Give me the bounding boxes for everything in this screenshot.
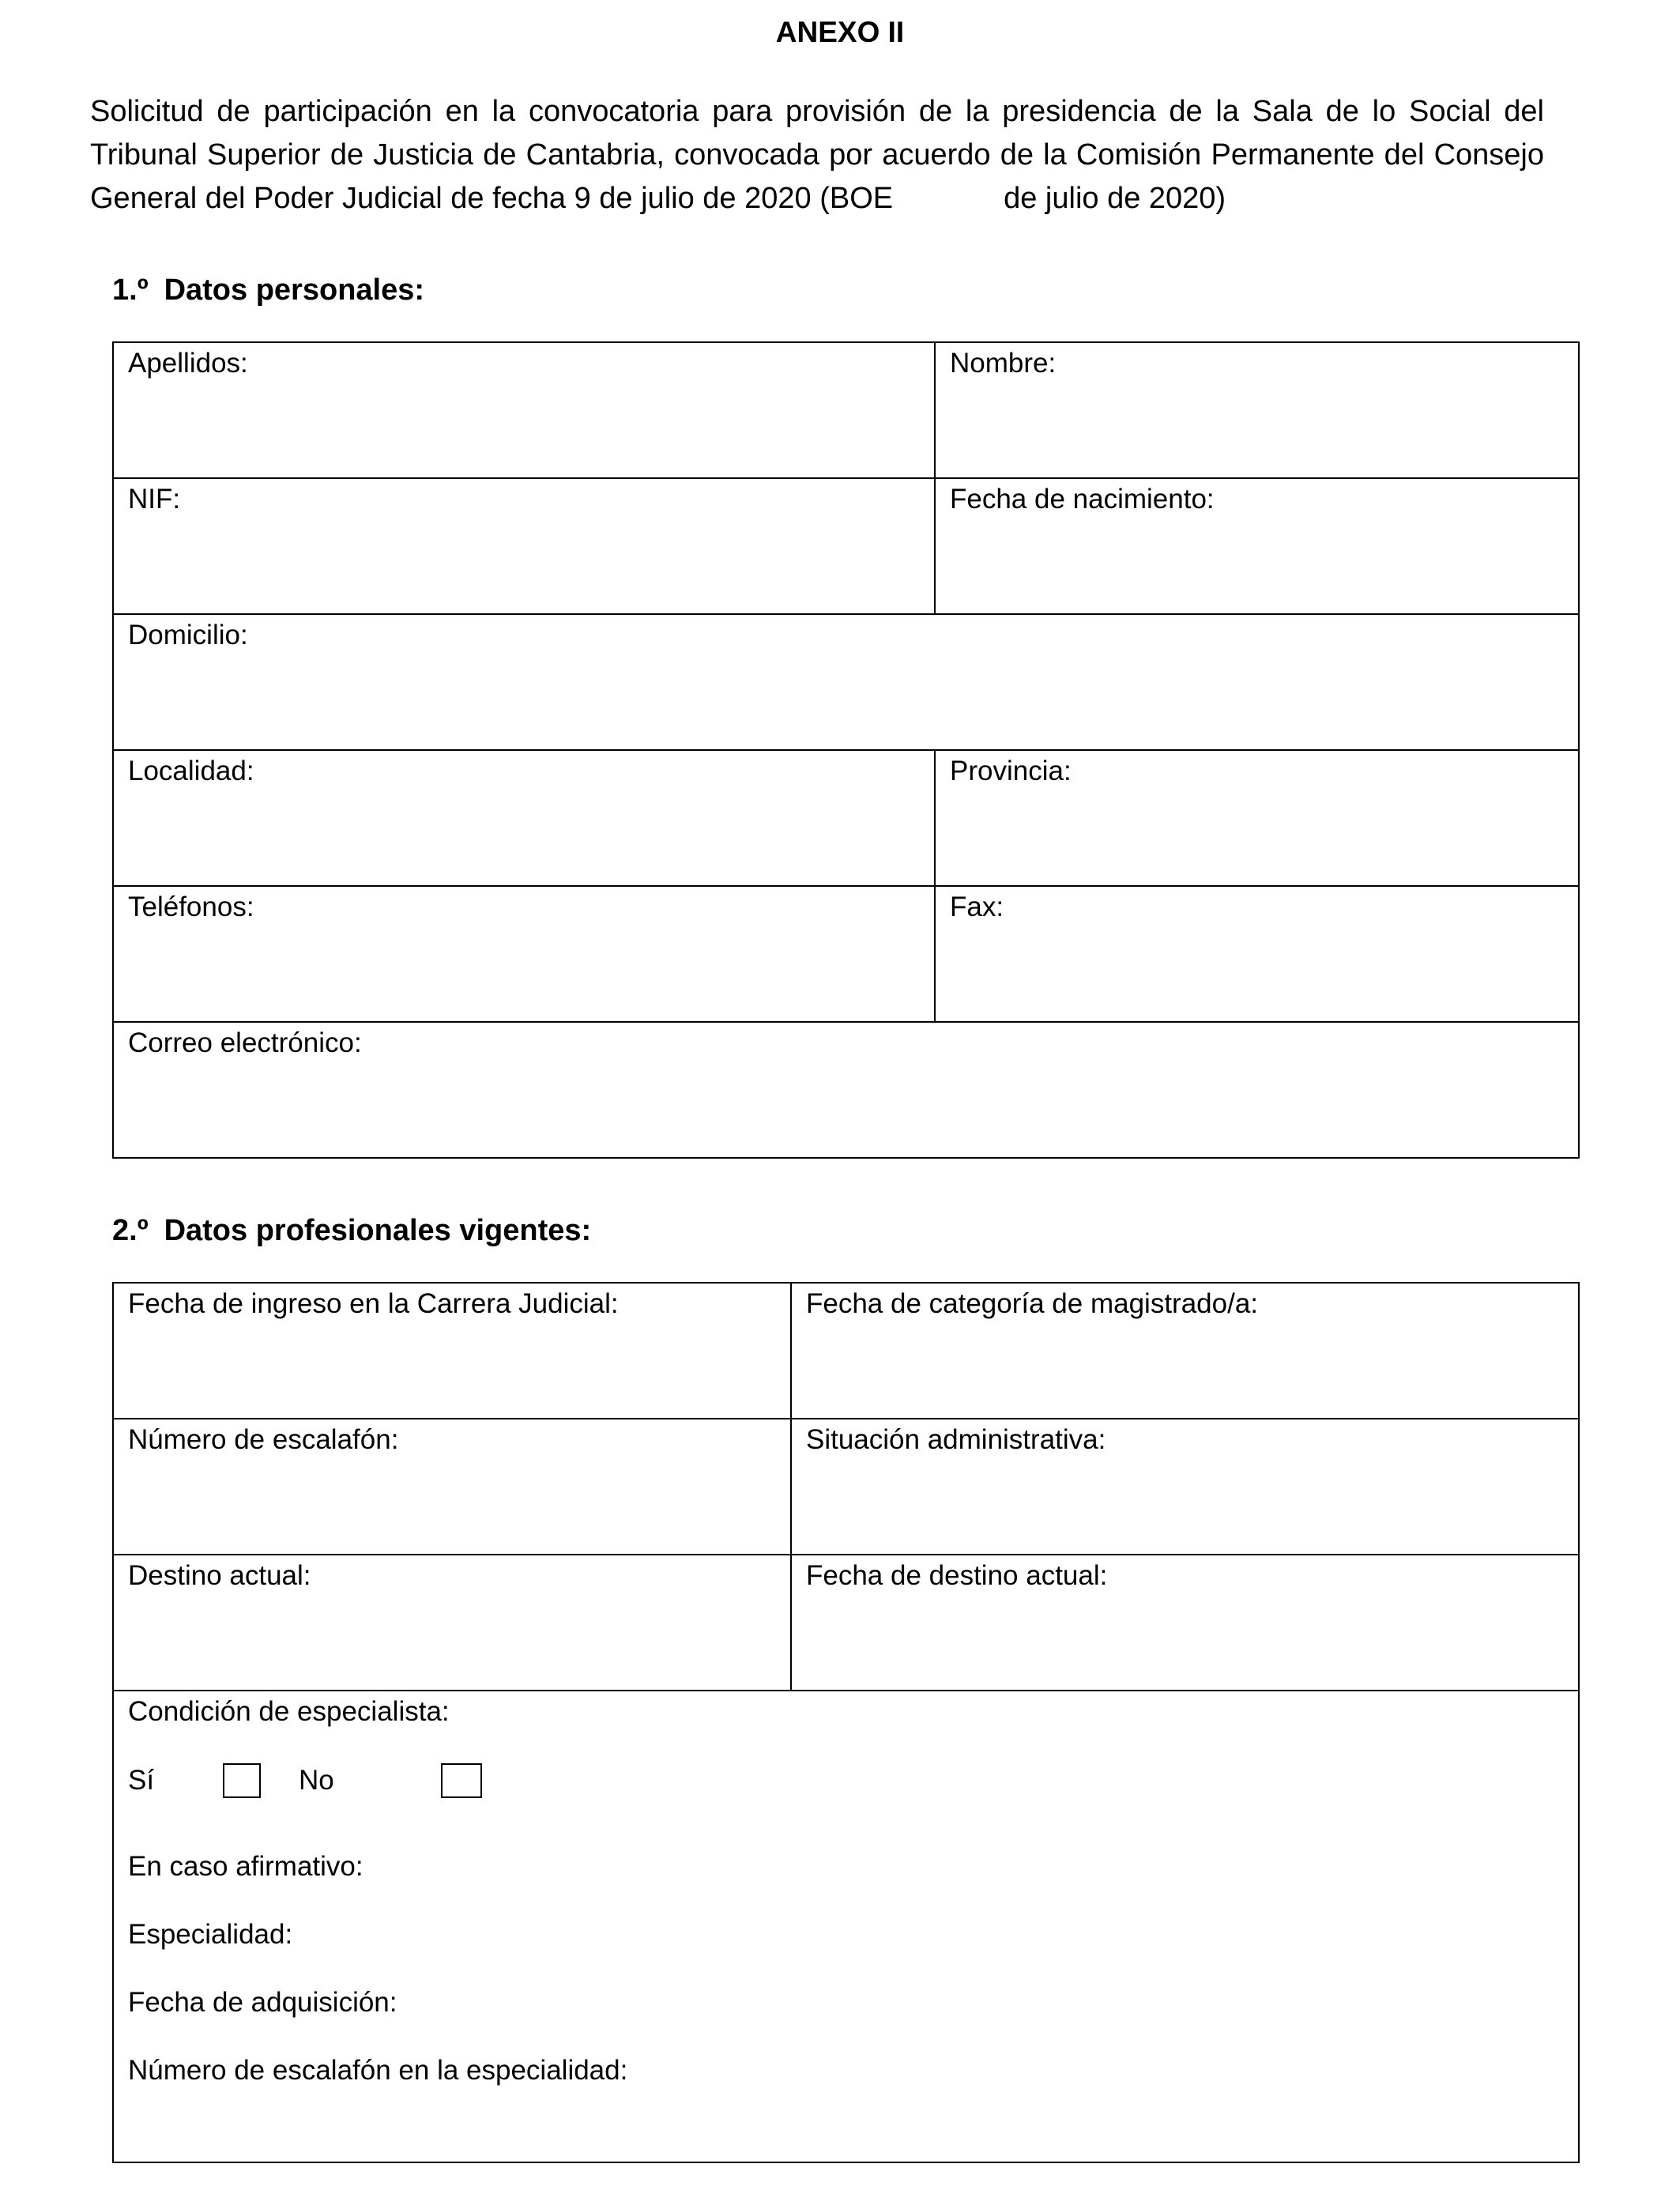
field-localidad[interactable] [113, 750, 935, 886]
table-row [113, 1555, 1579, 1691]
especialista-options [128, 1761, 1564, 1800]
section-heading-personal [112, 272, 424, 308]
section-title: Datos profesionales vigentes: [164, 1214, 592, 1247]
table-row [113, 342, 1579, 478]
field-label: Fax: [950, 892, 1004, 922]
field-correo[interactable] [113, 1022, 1579, 1158]
field-label: Domicilio: [128, 620, 248, 650]
no-label: No [299, 1765, 334, 1796]
field-label: Fecha de nacimiento: [950, 484, 1215, 515]
field-label: Correo electrónico: [128, 1027, 362, 1058]
field-situacion-administrativa[interactable] [791, 1419, 1579, 1555]
intro-text: Solicitud de participación en la convocatoria para provisión de la presidencia de la Sala de lo Social del Tribunal Superior de Justicia de Cantabria, convocada por acuerdo de la Comisión Permanente del Consejo General del Poder Judicial de fecha 9 de julio de 2020 (BOE [90, 95, 1544, 215]
table-row [113, 886, 1579, 1022]
field-especialidad[interactable]: Especialidad: [128, 1919, 293, 1950]
table-row [113, 1022, 1579, 1158]
table-row [113, 478, 1579, 614]
table-row [113, 1691, 1579, 2162]
field-fecha-categoria[interactable] [791, 1283, 1579, 1419]
field-label: Destino actual: [128, 1560, 311, 1591]
field-label: Situación administrativa: [806, 1424, 1106, 1455]
field-label: Fecha de destino actual: [806, 1560, 1108, 1591]
section-title: Datos personales: [164, 273, 425, 307]
field-label: Nombre: [950, 348, 1057, 379]
field-fax[interactable] [935, 886, 1579, 1022]
section-number: 2.º [112, 1214, 149, 1247]
field-nombre[interactable] [935, 342, 1579, 478]
field-label: Teléfonos: [128, 892, 254, 922]
si-label: Sí [128, 1765, 155, 1796]
section-heading-professional [112, 1212, 591, 1249]
field-fecha-adquisicion[interactable]: Fecha de adquisición: [128, 1987, 397, 2018]
field-label: Localidad: [128, 756, 254, 786]
table-row [113, 614, 1579, 750]
field-condicion-especialista [113, 1691, 1579, 2162]
field-fecha-destino[interactable] [791, 1555, 1579, 1691]
field-fecha-nacimiento[interactable] [935, 478, 1579, 614]
field-nif[interactable] [113, 478, 935, 614]
professional-data-table [112, 1282, 1580, 2163]
table-row [113, 750, 1579, 886]
field-label: Número de escalafón: [128, 1424, 399, 1455]
field-apellidos[interactable] [113, 342, 935, 478]
field-fecha-ingreso[interactable] [113, 1283, 791, 1419]
field-label: NIF: [128, 484, 181, 515]
field-label: Provincia: [950, 756, 1072, 786]
intro-text-end: de julio de 2020) [1004, 182, 1226, 215]
field-provincia[interactable] [935, 750, 1579, 886]
en-caso-afirmativo-label: En caso afirmativo: [128, 1851, 363, 1882]
field-numero-escalafon-especialidad[interactable]: Número de escalafón en la especialidad: [128, 2055, 628, 2086]
si-checkbox[interactable] [223, 1763, 261, 1798]
field-label: Fecha de categoría de magistrado/a: [806, 1288, 1259, 1319]
field-numero-escalafon[interactable] [113, 1419, 791, 1555]
especialista-label: Condición de especialista: [128, 1696, 450, 1727]
table-row [113, 1283, 1579, 1419]
no-checkbox[interactable] [441, 1763, 482, 1798]
field-telefonos[interactable] [113, 886, 935, 1022]
intro-paragraph [90, 90, 1544, 221]
field-domicilio[interactable] [113, 614, 1579, 750]
page-title: ANEXO II [775, 16, 905, 48]
table-row [113, 1419, 1579, 1555]
field-label: Apellidos: [128, 348, 248, 379]
personal-data-table [112, 341, 1580, 1159]
field-label: Fecha de ingreso en la Carrera Judicial: [128, 1288, 619, 1319]
field-destino-actual[interactable] [113, 1555, 791, 1691]
section-number: 1.º [112, 273, 149, 307]
